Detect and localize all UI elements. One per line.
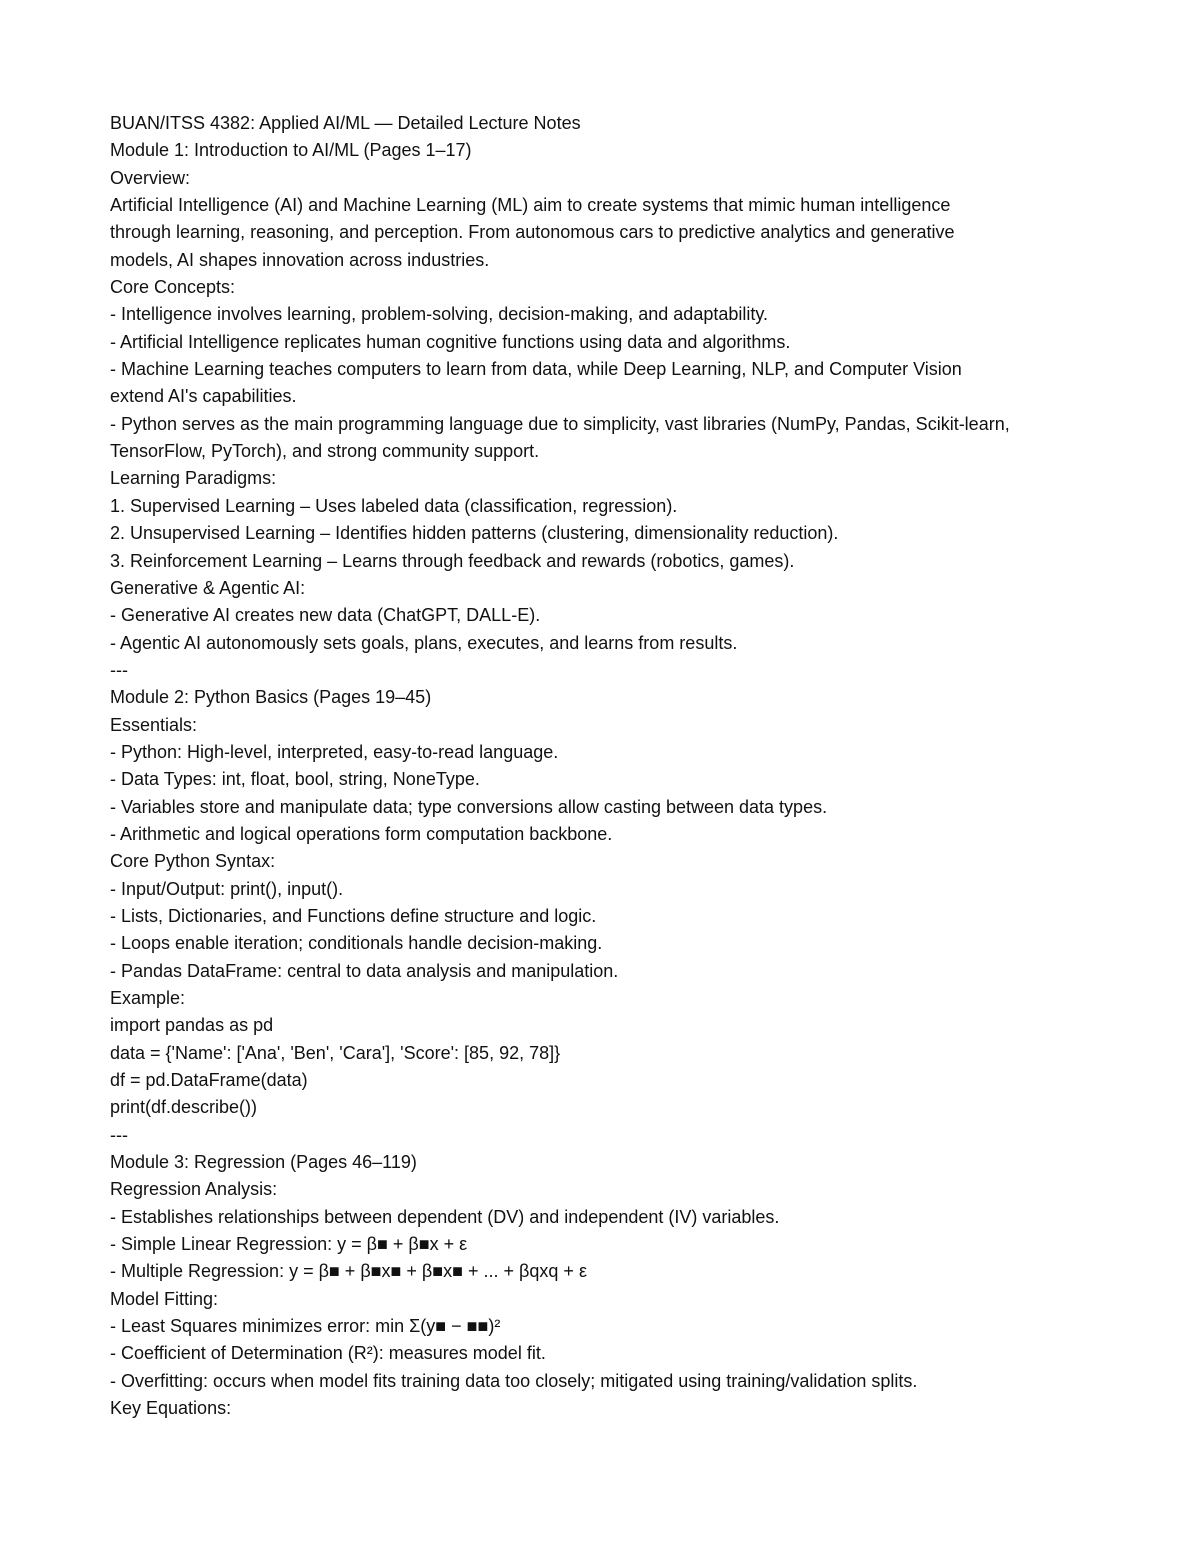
section-heading-essentials: Essentials: xyxy=(110,714,198,735)
bullet-line: - Multiple Regression: y = β■ + β■x■ + β■x■ + ... + βqxq + ε xyxy=(110,1261,587,1282)
separator-line: --- xyxy=(110,659,128,680)
text-line: extend AI's capabilities. xyxy=(110,386,297,407)
bullet-line: - Agentic AI autonomously sets goals, plans, executes, and learns from results. xyxy=(110,632,738,653)
bullet-line: - Coefficient of Determination (R²): measures model fit. xyxy=(110,1343,546,1364)
module-1-heading: Module 1: Introduction to AI/ML (Pages 1–17) xyxy=(110,140,472,161)
text-line: through learning, reasoning, and perception. From autonomous cars to predictive analytics and generative xyxy=(110,222,955,243)
separator-line: --- xyxy=(110,1124,128,1145)
text-line: TensorFlow, PyTorch), and strong community support. xyxy=(110,441,540,462)
bullet-line: - Python: High-level, interpreted, easy-to-read language. xyxy=(110,741,559,762)
section-heading-example: Example: xyxy=(110,988,186,1008)
text-line: models, AI shapes innovation across industries. xyxy=(110,249,490,270)
bullet-line: - Least Squares minimizes error: min Σ(y■ − ■■)² xyxy=(110,1316,501,1337)
bullet-line: - Overfitting: occurs when model fits training data too closely; mitigated using training/validation splits. xyxy=(110,1370,918,1391)
bullet-line: - Loops enable iteration; conditionals handle decision-making. xyxy=(110,933,603,954)
bullet-line: - Arithmetic and logical operations form computation backbone. xyxy=(110,823,613,844)
code-line: df = pd.DataFrame(data) xyxy=(110,1070,308,1091)
code-line: data = {'Name': ['Ana', 'Ben', 'Cara'], 'Score': [85, 92, 78]} xyxy=(110,1042,561,1063)
code-line: print(df.describe()) xyxy=(110,1097,258,1118)
bullet-line: - Variables store and manipulate data; type conversions allow casting between data types. xyxy=(110,796,828,817)
numbered-line: 1. Supervised Learning – Uses labeled data (classification, regression). xyxy=(110,495,678,516)
section-heading-model-fitting: Model Fitting: xyxy=(110,1288,219,1309)
section-heading-generative-agentic: Generative & Agentic AI: xyxy=(110,577,306,598)
section-heading-learning-paradigms: Learning Paradigms: xyxy=(110,468,277,489)
bullet-line: - Establishes relationships between dependent (DV) and independent (IV) variables. xyxy=(110,1206,780,1227)
module-3-heading: Module 3: Regression (Pages 46–119) xyxy=(110,1152,417,1173)
section-heading-regression-analysis: Regression Analysis: xyxy=(110,1179,278,1200)
bullet-line: - Machine Learning teaches computers to learn from data, while Deep Learning, NLP, and Computer Vision xyxy=(110,359,962,380)
numbered-line: 2. Unsupervised Learning – Identifies hidden patterns (clustering, dimensionality reduction). xyxy=(110,523,839,544)
bullet-line: - Lists, Dictionaries, and Functions define structure and logic. xyxy=(110,905,597,926)
section-heading-key-equations: Key Equations: xyxy=(110,1398,232,1419)
bullet-line: - Python serves as the main programming language due to simplicity, vast libraries (NumPy, Pandas, Scikit-learn, xyxy=(110,413,1010,434)
bullet-line: - Data Types: int, float, bool, string, NoneType. xyxy=(110,769,480,790)
bullet-line: - Input/Output: print(), input(). xyxy=(110,878,344,899)
section-heading-overview: Overview: xyxy=(110,167,191,188)
bullet-line: - Simple Linear Regression: y = β■ + β■x + ε xyxy=(110,1234,468,1255)
bullet-line: - Pandas DataFrame: central to data analysis and manipulation. xyxy=(110,960,619,981)
bullet-line: - Intelligence involves learning, problem-solving, decision-making, and adaptability. xyxy=(110,304,769,325)
section-heading-core-concepts: Core Concepts: xyxy=(110,277,236,298)
bullet-line: - Artificial Intelligence replicates human cognitive functions using data and algorithms. xyxy=(110,331,791,352)
code-line: import pandas as pd xyxy=(110,1015,274,1036)
document-title: BUAN/ITSS 4382: Applied AI/ML — Detailed Lecture Notes xyxy=(110,113,581,133)
module-2-heading: Module 2: Python Basics (Pages 19–45) xyxy=(110,687,432,708)
numbered-line: 3. Reinforcement Learning – Learns through feedback and rewards (robotics, games). xyxy=(110,550,795,571)
section-heading-core-python-syntax: Core Python Syntax: xyxy=(110,851,276,872)
document-page xyxy=(110,110,1110,1423)
bullet-line: - Generative AI creates new data (ChatGPT, DALL-E). xyxy=(110,605,541,626)
text-line: Artificial Intelligence (AI) and Machine Learning (ML) aim to create systems that mimic human intelligence xyxy=(110,195,951,216)
